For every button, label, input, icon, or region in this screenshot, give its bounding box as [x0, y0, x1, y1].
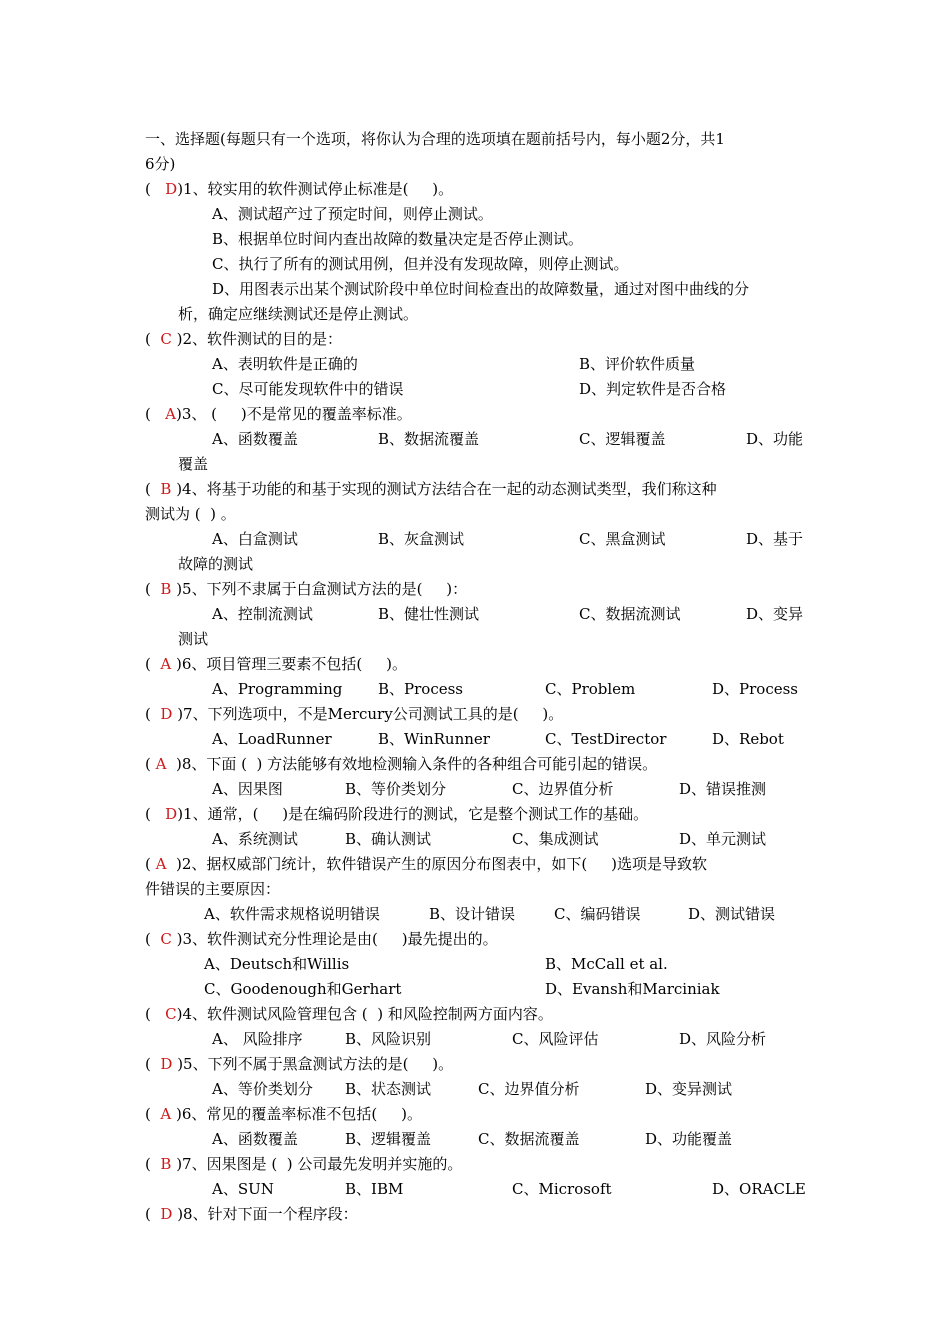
question-stem: )2、软件测试的目的是： [171, 330, 343, 348]
question-stem: )3、 ( )不是常见的覆盖率标准。 [176, 405, 412, 423]
answer-bracket: ( [145, 805, 166, 823]
answer-bracket: ( [145, 1105, 161, 1123]
option-d: D、风险分析 [679, 1030, 767, 1048]
option-b: B、逻辑覆盖 [345, 1130, 432, 1148]
answer-letter: A [165, 405, 176, 423]
option-c: C、Goodenough和Gerhart [204, 980, 402, 998]
option-c: C、黑盒测试 [579, 530, 666, 548]
question-stem: )2、据权威部门统计，软件错误产生的原因分布图表中，如下( )选项是导致软 [166, 855, 707, 873]
question-2b [145, 852, 707, 876]
question-6 [145, 652, 407, 676]
question-4b [145, 1002, 553, 1026]
option-d: D、Process [712, 680, 798, 698]
option-c: C、数据流测试 [579, 605, 681, 623]
answer-bracket: ( [145, 330, 161, 348]
option-b: B、WinRunner [378, 730, 490, 748]
option-b: B、数据流覆盖 [378, 430, 480, 448]
answer-letter: A [160, 1105, 172, 1123]
option-b: B、风险识别 [345, 1030, 432, 1048]
option-c: C、边界值分析 [478, 1080, 580, 1098]
question-stem: )6、项目管理三要素不包括( )。 [171, 655, 407, 673]
answer-bracket: ( [145, 755, 156, 773]
option-a: A、白盒测试 [212, 530, 298, 548]
option-b: B、IBM [345, 1180, 404, 1198]
option-a: A、控制流测试 [212, 605, 313, 623]
option-b: B、确认测试 [345, 830, 432, 848]
answer-bracket: ( [145, 705, 161, 723]
question-stem: )7、下列选项中，不是Mercury公司测试工具的是( )。 [172, 705, 564, 723]
answer-bracket: ( [145, 405, 166, 423]
option-d: D、用图表示出某个测试阶段中单位时间检查出的故障数量，通过对图中曲线的分 [212, 280, 750, 298]
question-stem-cont: 件错误的主要原因： [145, 880, 281, 898]
question-stem-cont: 测试为 ( ) 。 [145, 505, 236, 523]
question-1 [145, 177, 453, 201]
option-b: B、Process [378, 680, 463, 698]
question-stem: )5、下列不隶属于白盒测试方法的是( )： [171, 580, 468, 598]
option-b: B、状态测试 [345, 1080, 432, 1098]
answer-bracket: ( [145, 1055, 161, 1073]
question-7b [145, 1152, 462, 1176]
question-stem: )7、因果图是 ( ) 公司最先发明并实施的。 [171, 1155, 463, 1173]
answer-bracket: ( [145, 180, 166, 198]
question-3b [145, 927, 498, 951]
option-c: C、边界值分析 [512, 780, 614, 798]
question-stem: )8、针对下面一个程序段： [172, 1205, 358, 1223]
section-title: 一、选择题(每题只有一个选项，将你认为合理的选项填在题前括号内，每小题2分，共1 [145, 130, 725, 148]
option-d: D、Rebot [712, 730, 784, 748]
option-a: A、LoadRunner [212, 730, 332, 748]
option-c: C、执行了所有的测试用例，但并没有发现故障，则停止测试。 [212, 255, 629, 273]
question-stem: )8、下面 ( ) 方法能够有效地检测输入条件的各种组合可能引起的错误。 [166, 755, 658, 773]
option-d: D、基于 [746, 530, 804, 548]
option-d: D、Evansh和Marciniak [545, 980, 720, 998]
option-b: B、等价类划分 [345, 780, 447, 798]
answer-bracket: ( [145, 580, 161, 598]
option-c: C、数据流覆盖 [478, 1130, 580, 1148]
answer-bracket: ( [145, 1205, 161, 1223]
option-d: D、ORACLE [712, 1180, 806, 1198]
option-d: D、变异测试 [645, 1080, 733, 1098]
option-d-wrap: 覆盖 [178, 455, 209, 473]
answer-letter: A [160, 655, 172, 673]
question-8 [145, 752, 657, 776]
option-b: B、灰盒测试 [378, 530, 465, 548]
question-2 [145, 327, 342, 351]
answer-letter: C [160, 930, 172, 948]
question-1b [145, 802, 648, 826]
answer-letter: A [155, 755, 167, 773]
question-8b [145, 1202, 358, 1226]
answer-letter: D [165, 180, 178, 198]
answer-letter: A [155, 855, 167, 873]
question-6b [145, 1102, 422, 1126]
option-b: B、McCall et al. [545, 955, 668, 973]
option-a: A、表明软件是正确的 [212, 355, 358, 373]
answer-letter: B [160, 480, 172, 498]
option-a: A、 风险排序 [212, 1030, 303, 1048]
answer-bracket: ( [145, 655, 161, 673]
answer-bracket: ( [145, 1005, 166, 1023]
option-a: A、测试超产过了预定时间，则停止测试。 [212, 205, 493, 223]
question-stem: )4、软件测试风险管理包含 ( ) 和风险控制两方面内容。 [176, 1005, 553, 1023]
option-a: A、因果图 [212, 780, 283, 798]
question-5b [145, 1052, 453, 1076]
option-a: A、函数覆盖 [212, 1130, 298, 1148]
option-a: A、函数覆盖 [212, 430, 298, 448]
option-a: A、Programming [212, 680, 343, 698]
option-b: B、健壮性测试 [378, 605, 480, 623]
option-d: D、功能 [746, 430, 804, 448]
option-c: C、Problem [545, 680, 636, 698]
option-c: C、编码错误 [554, 905, 641, 923]
option-a: A、Deutsch和Willis [204, 955, 350, 973]
answer-letter: B [160, 580, 172, 598]
option-d-wrap: 测试 [178, 630, 209, 648]
question-stem: )3、软件测试充分性理论是由( )最先提出的。 [171, 930, 498, 948]
question-3 [145, 402, 412, 426]
question-stem: )1、较实用的软件测试停止标准是( )。 [177, 180, 454, 198]
option-a: A、SUN [212, 1180, 274, 1198]
option-d: D、错误推测 [679, 780, 767, 798]
question-5 [145, 577, 467, 601]
answer-letter: D [160, 1205, 173, 1223]
option-a: A、等价类划分 [212, 1080, 313, 1098]
answer-bracket: ( [145, 480, 161, 498]
option-c: C、风险评估 [512, 1030, 599, 1048]
option-c: C、集成测试 [512, 830, 599, 848]
answer-letter: D [160, 1055, 173, 1073]
question-stem: )5、下列不属于黑盒测试方法的是( )。 [172, 1055, 454, 1073]
answer-bracket: ( [145, 930, 161, 948]
option-c: C、尽可能发现软件中的错误 [212, 380, 404, 398]
option-d: D、判定软件是否合格 [579, 380, 727, 398]
answer-letter: D [160, 705, 173, 723]
answer-letter: C [160, 330, 172, 348]
option-d: D、功能覆盖 [645, 1130, 733, 1148]
option-b: B、评价软件质量 [579, 355, 696, 373]
question-4 [145, 477, 717, 501]
option-d: D、测试错误 [688, 905, 776, 923]
answer-bracket: ( [145, 1155, 161, 1173]
question-stem: )1、通常，( )是在编码阶段进行的测试，它是整个测试工作的基础。 [177, 805, 649, 823]
option-b: B、设计错误 [429, 905, 516, 923]
question-stem: )4、将基于功能的和基于实现的测试方法结合在一起的动态测试类型，我们称这种 [171, 480, 717, 498]
option-b: B、根据单位时间内查出故障的数量决定是否停止测试。 [212, 230, 584, 248]
answer-bracket: ( [145, 855, 156, 873]
question-stem: )6、常见的覆盖率标准不包括( )。 [171, 1105, 422, 1123]
answer-letter: D [165, 805, 178, 823]
option-d: D、单元测试 [679, 830, 767, 848]
option-a: A、软件需求规格说明错误 [204, 905, 380, 923]
option-d-cont: 析，确定应继续测试还是停止测试。 [178, 305, 419, 323]
option-d: D、变异 [746, 605, 804, 623]
answer-letter: B [160, 1155, 172, 1173]
option-c: C、逻辑覆盖 [579, 430, 666, 448]
answer-letter: C [165, 1005, 177, 1023]
section-title-cont: 6分) [145, 155, 176, 173]
option-a: A、系统测试 [212, 830, 298, 848]
option-c: C、TestDirector [545, 730, 667, 748]
option-d-wrap: 故障的测试 [178, 555, 254, 573]
question-7 [145, 702, 563, 726]
option-c: C、Microsoft [512, 1180, 612, 1198]
